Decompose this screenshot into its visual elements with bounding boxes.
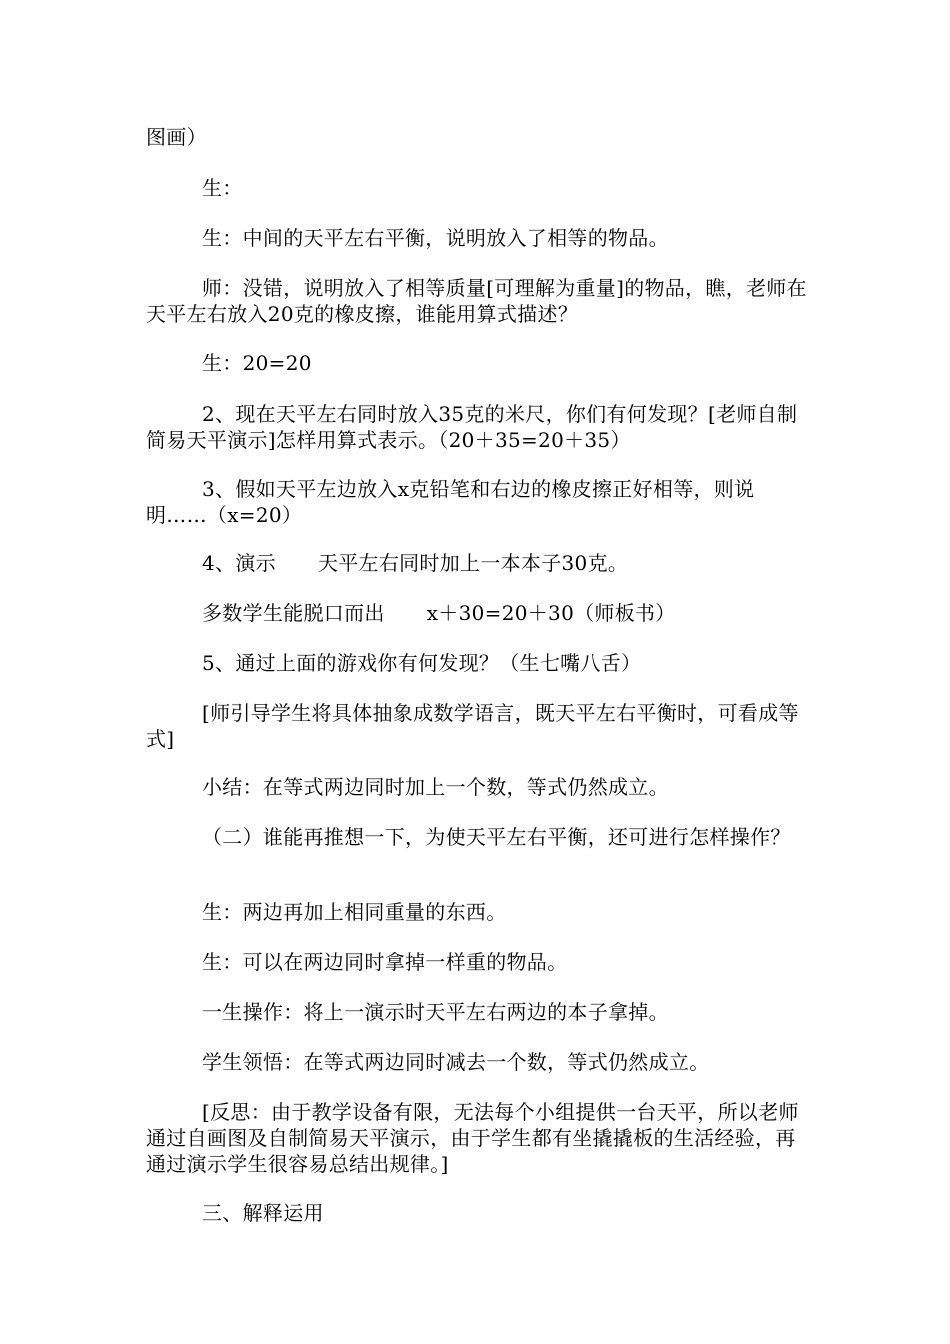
paragraph-reflection: [反思：由于教学设备有限，无法每个小组提供一台天平，所以老师通过自画图及自制简易天平演示，由于学生都有坐撬撬板的生活经验，再通过演示学生很容易总结出规律。]	[146, 1100, 799, 1176]
section-heading-three: 三、解释运用	[202, 1201, 324, 1225]
paragraph-realization: 学生领悟：在等式两边同时减去一个数，等式仍然成立。	[202, 1050, 710, 1074]
paragraph-operation: 一生操作：将上一演示时天平左右两边的本子拿掉。	[202, 1000, 669, 1024]
step-4-label: 4、演示	[202, 551, 276, 575]
paragraph-student-2: 生：中间的天平左右平衡，说明放入了相等的物品。	[202, 226, 669, 250]
paragraph-step-5: 5、通过上面的游戏你有何发现？（生七嘴八舌）	[202, 651, 642, 675]
class-response-equation: x＋30=20＋30（师板书）	[426, 601, 676, 625]
paragraph-section-two: （二）谁能再推想一下，为使天平左右平衡，还可进行怎样操作？	[202, 825, 791, 849]
paragraph-student-equation: 生：20=20	[202, 351, 312, 375]
paragraph-summary: 小结：在等式两边同时加上一个数，等式仍然成立。	[202, 775, 669, 799]
paragraph-continuation: 图画）	[146, 125, 207, 149]
class-response-text: 多数学生能脱口而出	[202, 601, 385, 625]
paragraph-student-1: 生：	[202, 176, 243, 200]
paragraph-step-3: 3、假如天平左边放入x克铅笔和右边的橡皮擦正好相等，则说明……（x=20）	[146, 477, 755, 527]
paragraph-student-3: 生：两边再加上相同重量的东西。	[202, 900, 507, 924]
step-4-text: 天平左右同时加上一本本子30克。	[317, 551, 629, 575]
paragraph-student-4: 生：可以在两边同时拿掉一样重的物品。	[202, 950, 568, 974]
paragraph-step-4	[146, 550, 808, 576]
paragraph-class-response	[146, 600, 808, 626]
paragraph-step-2: 2、现在天平左右同时放入35克的米尺，你们有何发现？[老师自制简易天平演示]怎样用算式表示。（20＋35=20＋35）	[146, 402, 798, 452]
paragraph-guidance-note: [师引导学生将具体抽象成数学语言，既天平左右平衡时，可看成等式]	[146, 701, 799, 751]
paragraph-teacher: 师：没错，说明放入了相等质量[可理解为重量]的物品，瞧，老师在天平左右放入20克的橡皮擦，谁能用算式描述？	[146, 276, 807, 326]
